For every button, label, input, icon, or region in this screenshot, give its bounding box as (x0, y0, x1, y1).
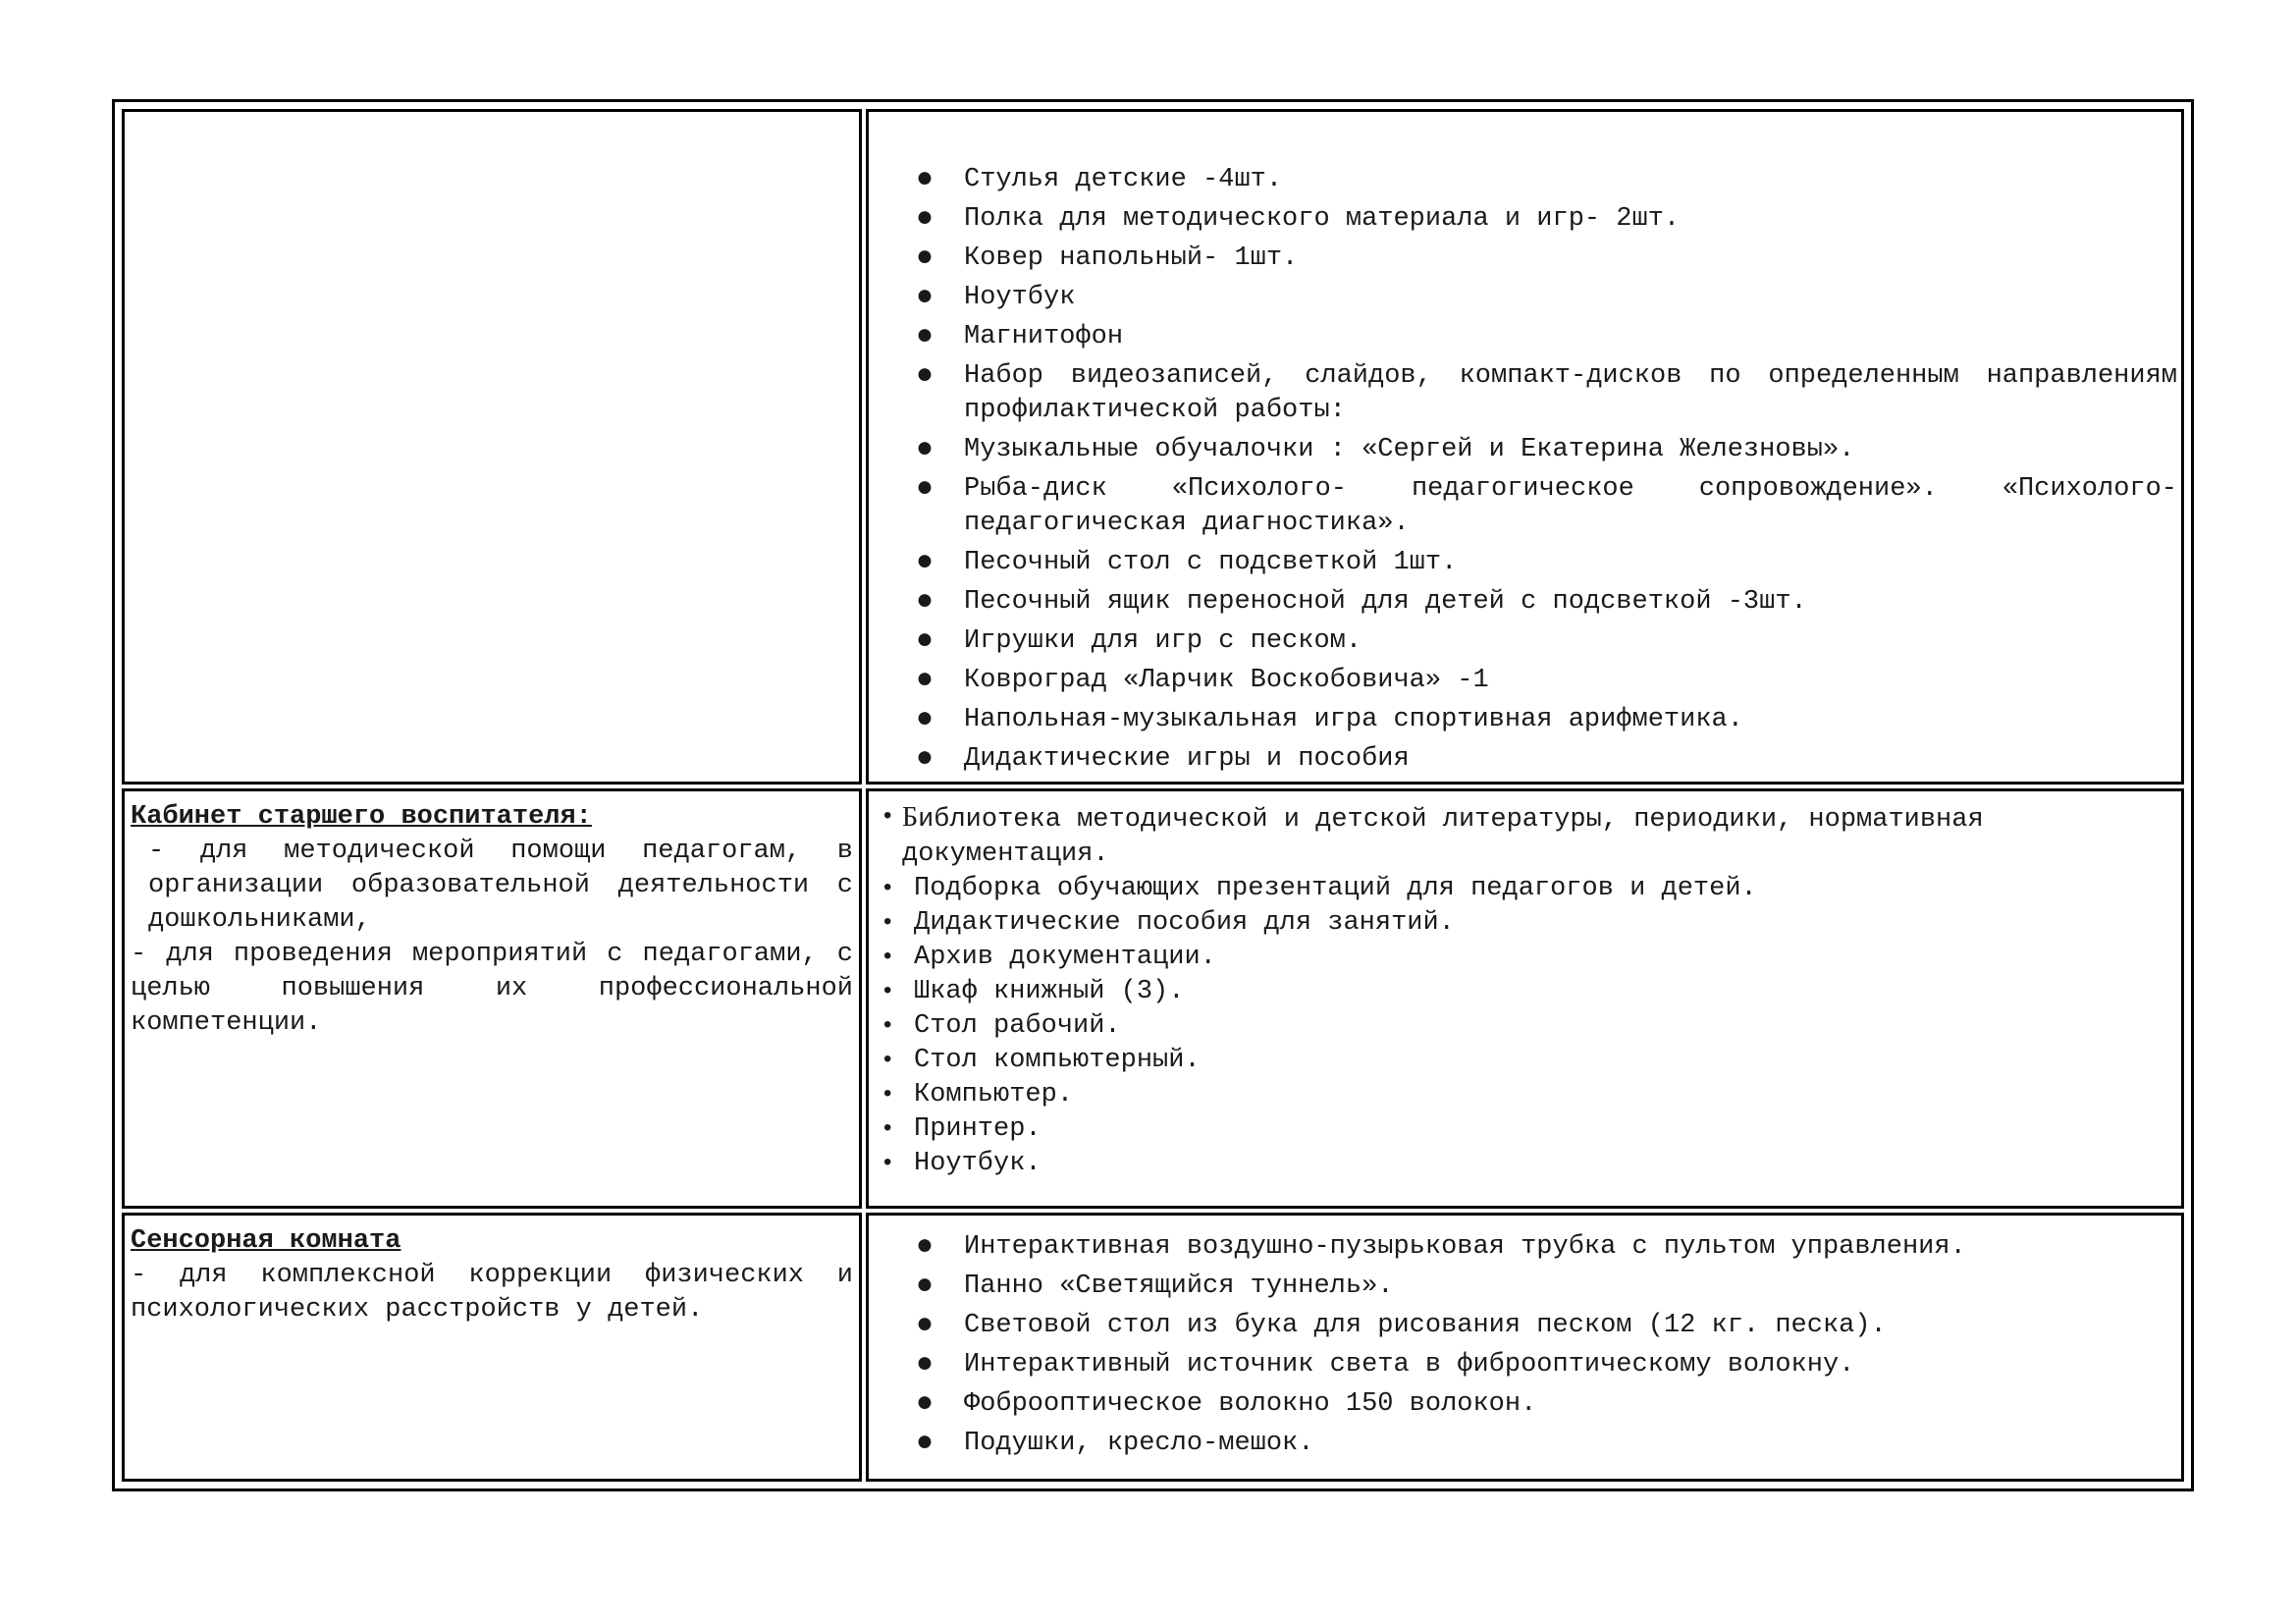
equipment-list-cell (866, 1213, 2184, 1482)
equipment-list (869, 800, 2177, 1181)
list-item-text: Музыкальные обучалочки : «Сергей и Екатерина Железновы». (964, 435, 1855, 464)
list-item (869, 1270, 2177, 1304)
list-item (869, 664, 2177, 698)
list-item (869, 202, 2177, 237)
bullet-icon: • (881, 1048, 895, 1074)
bullet-icon: ● (916, 1348, 934, 1381)
list-item (869, 1112, 2177, 1147)
bullet-icon: ● (916, 664, 934, 697)
list-item (869, 242, 2177, 276)
bullet-icon: ● (916, 242, 934, 275)
list-item (869, 472, 2177, 541)
list-item-text: Песочный стол с подсветкой 1шт. (964, 548, 1458, 577)
list-item-text: Рыба-диск «Психолого- педагогическое сопровождение». «Психолого-педагогическая диагностика». (964, 474, 2177, 538)
bullet-icon: ● (916, 1270, 934, 1303)
bullet-icon: • (881, 1151, 895, 1177)
table-row (122, 109, 2184, 785)
table-row (122, 1213, 2184, 1482)
list-item-text: Световой стол из бука для рисования песком (12 кг. песка). (964, 1311, 1887, 1340)
list-item-text: Подушки, кресло-мешок. (964, 1429, 1314, 1458)
bullet-icon: ● (916, 1427, 934, 1460)
list-item (869, 546, 2177, 580)
equipment-list (869, 1230, 2177, 1461)
list-item (869, 281, 2177, 315)
list-item (869, 1230, 2177, 1265)
list-item (869, 1078, 2177, 1112)
room-title: Кабинет старшего воспитателя: (131, 802, 592, 832)
bullet-icon: • (881, 804, 895, 831)
list-item-text: Ковроград «Ларчик Воскобовича» -1 (964, 666, 1489, 695)
list-item (869, 941, 2177, 975)
bullet-icon: ● (916, 1230, 934, 1264)
bullet-icon: ● (916, 281, 934, 314)
list-item (869, 585, 2177, 620)
bullet-icon: ● (916, 1309, 934, 1342)
bullet-icon: ● (916, 585, 934, 619)
list-item (869, 906, 2177, 941)
list-item (869, 1427, 2177, 1461)
room-description-cell (122, 109, 862, 785)
list-item (869, 872, 2177, 906)
list-item-text: Полка для методического материала и игр- 2шт. (964, 204, 1681, 234)
bullet-icon: ● (916, 624, 934, 658)
list-item-text: Архив документации. (914, 943, 1216, 972)
bullet-icon: • (881, 1082, 895, 1109)
bullet-icon: ● (916, 163, 934, 196)
bullet-icon: ● (916, 433, 934, 466)
list-item-text: Подборка обучающих презентаций для педагогов и детей. (914, 874, 1757, 903)
list-item (869, 359, 2177, 428)
list-item-text: Дидактические игры и пособия (964, 744, 1410, 774)
room-title: Сенсорная комната (131, 1226, 401, 1256)
list-item (869, 163, 2177, 197)
list-item-text: Напольная-музыкальная игра спортивная арифметика. (964, 705, 1743, 734)
list-item (869, 1044, 2177, 1078)
equipment-list-cell (866, 788, 2184, 1209)
list-item (869, 1387, 2177, 1422)
list-item-text: Ковер напольный- 1шт. (964, 244, 1299, 273)
equipment-list-cell (866, 109, 2184, 785)
document-table-frame (112, 99, 2194, 1491)
bullet-icon: • (881, 1116, 895, 1143)
bullet-icon: ● (916, 359, 934, 393)
bullet-icon: ● (916, 320, 934, 353)
list-item (869, 1348, 2177, 1382)
list-item-text: Игрушки для игр с песком. (964, 626, 1362, 656)
bullet-icon: ● (916, 472, 934, 506)
list-item-text: Песочный ящик переносной для детей с подсветкой -3шт. (964, 587, 1807, 617)
table-row (122, 788, 2184, 1209)
bullet-icon: ● (916, 202, 934, 236)
list-item (869, 975, 2177, 1009)
list-item-text: Набор видеозаписей, слайдов, компакт-дисков по определенным направлениям профилактической работы: (964, 361, 2177, 425)
bullet-icon: ● (916, 703, 934, 736)
bullet-icon: ● (916, 546, 934, 579)
list-item (869, 800, 2177, 872)
list-item (869, 433, 2177, 467)
list-item (869, 742, 2177, 777)
list-item (869, 1009, 2177, 1044)
bullet-icon: • (881, 945, 895, 971)
list-item (869, 624, 2177, 659)
room-purpose-line: - для методической помощи педагогам, в организации образовательной деятельности с дошкольниками, (148, 837, 853, 935)
room-description-cell (122, 1213, 862, 1482)
list-item-text: Дидактические пособия для занятий. (914, 908, 1455, 938)
list-item-text: Интерактивный источник света в фиброоптическому волокну. (964, 1350, 1855, 1380)
list-item-text: Шкаф книжный (3). (914, 977, 1185, 1006)
list-item-text: Компьютер. (914, 1080, 1074, 1110)
list-item-text: Ноутбук. (914, 1149, 1041, 1178)
bullet-icon: • (881, 979, 895, 1005)
list-item-text: Стол компьютерный. (914, 1046, 1201, 1075)
list-item-text: Панно «Светящийся туннель». (964, 1272, 1394, 1301)
list-item-text: иблиотека методической и детской литературы, периодики, нормативная документация. (902, 805, 1984, 869)
list-item (869, 1309, 2177, 1343)
list-item (869, 320, 2177, 354)
bullet-icon: • (881, 876, 895, 902)
list-item-text: Стол рабочий. (914, 1011, 1121, 1041)
equipment-list (869, 163, 2177, 777)
list-item-text: Интерактивная воздушно-пузырьковая трубка с пультом управления. (964, 1232, 1966, 1262)
list-item-text: Стулья детские -4шт. (964, 165, 1283, 194)
list-item-text: Ноутбук (964, 283, 1076, 312)
equipment-table (118, 105, 2188, 1486)
list-item (869, 703, 2177, 737)
list-item-lead-letter: Б (902, 802, 919, 833)
room-description-cell (122, 788, 862, 1209)
bullet-icon: • (881, 910, 895, 937)
bullet-icon: ● (916, 1387, 934, 1421)
bullet-icon: ● (916, 742, 934, 776)
list-item-text: Магнитофон (964, 322, 1124, 352)
list-item (869, 1147, 2177, 1181)
room-purpose-line: - для проведения мероприятий с педагогами, с целью повышения их профессиональной компетенции. (131, 940, 853, 1038)
room-purpose-line: - для комплексной коррекции физических и психологических расстройств у детей. (131, 1261, 853, 1325)
list-item-text: Принтер. (914, 1114, 1041, 1144)
list-item-text: Фоброоптическое волокно 150 волокон. (964, 1389, 1537, 1419)
bullet-icon: • (881, 1013, 895, 1040)
